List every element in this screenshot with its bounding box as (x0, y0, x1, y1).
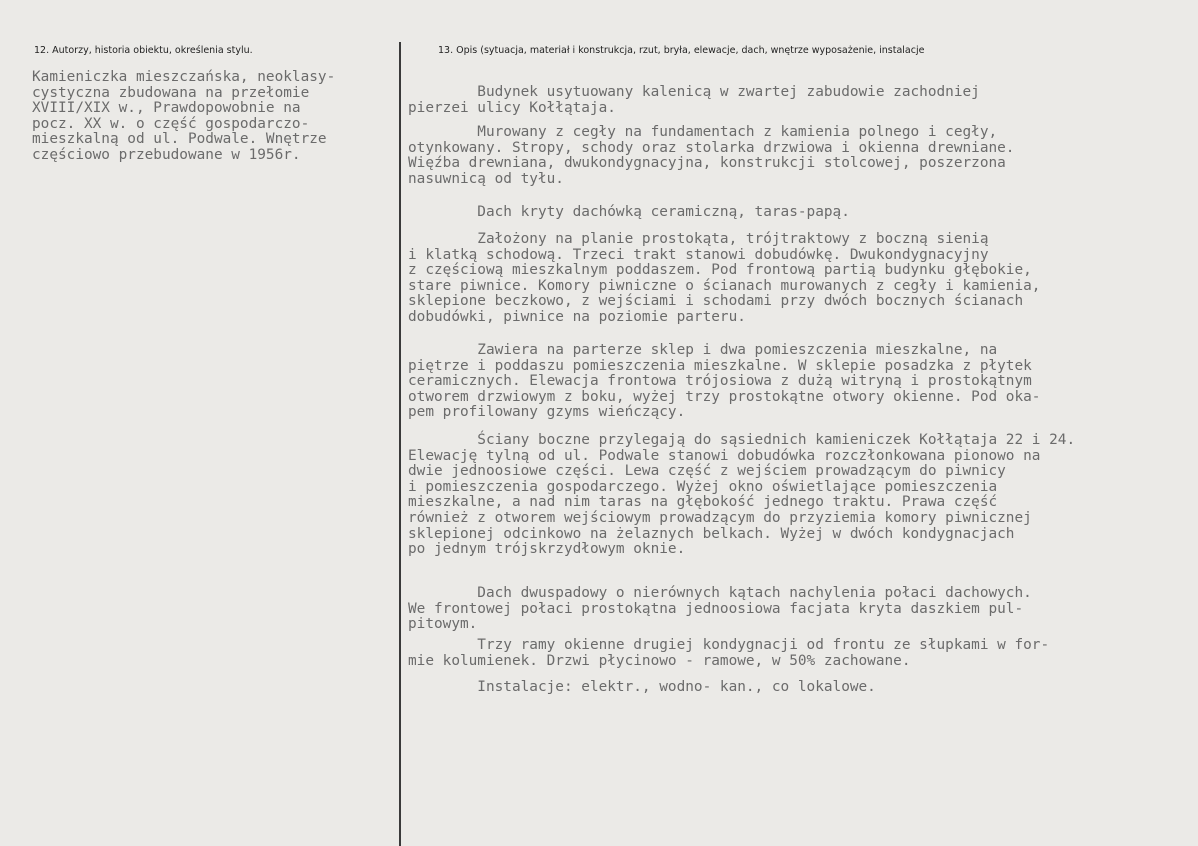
description-paragraph-windows-doors: Trzy ramy okienne drugiej kondygnacji od frontu ze słupkami w for- mie kolumienek. Drzwi płycinowo - ramowe, w 50% zachowane. (408, 637, 1050, 669)
description-paragraph-interior-facade: Zawiera na parterze sklep i dwa pomieszczenia mieszkalne, na piętrze i poddaszu pomieszczenia mieszkalne. W sklepie posadzka z płytek ceramicznych. Elewacja frontowa trójosiowa z dużą witryną i prostokątnym otworem drzwiowym z boku, wyżej trzy prostokątne otwory okienne. Pod oka- pem profilowany gzyms wieńczący. (408, 342, 1041, 421)
description-paragraph-side-rear-walls: Ściany boczne przylegają do sąsiednich kamieniczek Kołłątaja 22 i 24. Elewację tylną od ul. Podwale stanowi dobudówka rozczłonkowana pionowo na dwie jednoosiowe części. Lewa część z wejściem prowadzącym do piwnicy i pomieszczenia gospodarczego. Wyżej okno oświetlające pomieszczenia mieszkalne, a nad nim taras na głębokość jednego traktu. Prawa część również z otworem wejściowym prowadzącym do przyziemia komory piwnicznej sklepionej odcinkowo na żelaznych belkach. Wyżej w dwóch kondygnacjach po jednym trójskrzydłowym oknie. (408, 432, 1076, 558)
description-paragraph-roof: Dach dwuspadowy o nierównych kątach nachylenia połaci dachowych. We frontowej połaci prostokątna jednoosiowa facjata kryta daszkiem pul- pitowym. (408, 585, 1032, 633)
description-paragraph-materials: Murowany z cegły na fundamentach z kamienia polnego i cegły, otynkowany. Stropy, schody oraz stolarka drzwiowa i okienna drewniane. Więźba drewniana, dwukondygnacyjna, konstrukcji stolcowej, poszerzona nasuwnicą od tyłu. (408, 124, 1015, 187)
field-12-column (0, 0, 400, 846)
field-12-text: Kamieniczka mieszczańska, neoklasy- cystyczna zbudowana na przełomie XVIII/XIX w., Prawdopowobnie na pocz. XX w. o część gospodarczo- mieszkalną od ul. Podwale. Wnętrze częściowo przebudowane w 1956r. (32, 69, 336, 163)
description-paragraph-roof-covering: Dach kryty dachówką ceramiczną, taras-papą. (408, 204, 850, 220)
description-paragraph-location: Budynek usytuowany kalenicą w zwartej zabudowie zachodniej pierzei ulicy Kołłątaja. (408, 84, 980, 116)
field-13-header: 13. Opis (sytuacja, materiał i konstrukcja, rzut, bryła, elewacje, dach, wnętrze wyposażenie, instalacje (438, 45, 925, 56)
field-13-column (400, 0, 1198, 846)
description-paragraph-plan: Założony na planie prostokąta, trójtraktowy z boczną sienią i klatką schodową. Trzeci trakt stanowi dobudówkę. Dwukondygnacyjny z częściową mieszkalnym poddaszem. Pod frontową partią budynku głębokie, stare piwnice. Komory piwniczne o ścianach murowanych z cegły i kamienia, sklepione beczkowo, z wejściami i schodami przy dwóch bocznych ścianach dobudówki, piwnice na poziomie parteru. (408, 231, 1041, 325)
description-paragraph-installations: Instalacje: elektr., wodno- kan., co lokalowe. (408, 679, 876, 695)
field-12-header: 12. Autorzy, historia obiektu, określenia stylu. (34, 45, 253, 56)
